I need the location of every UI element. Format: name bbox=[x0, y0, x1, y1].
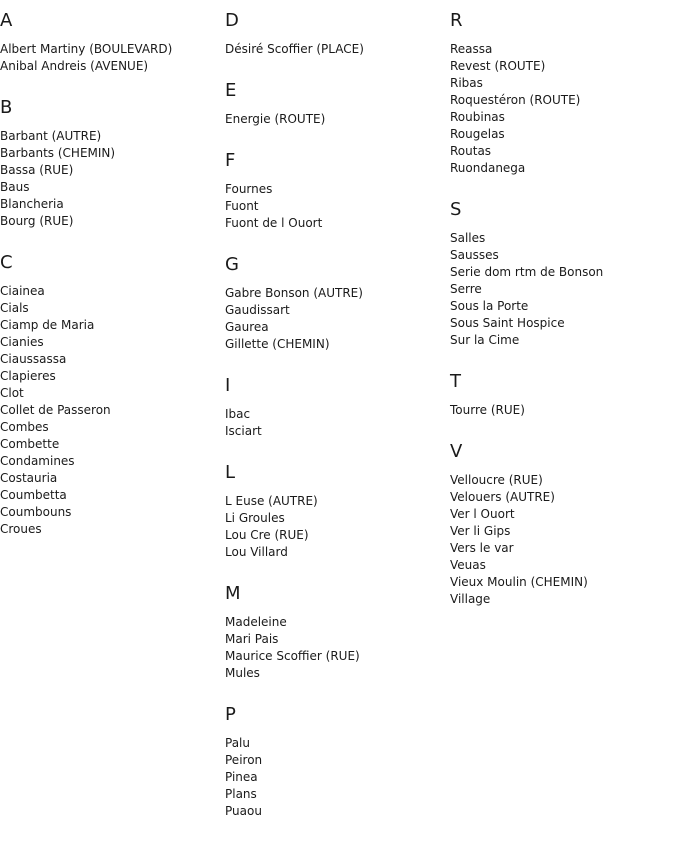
street-link-ibac[interactable]: Ibac bbox=[225, 407, 251, 421]
street-link-sous-la-porte[interactable]: Sous la Porte bbox=[450, 299, 529, 313]
street-link-coumbetta[interactable]: Coumbetta bbox=[0, 488, 67, 502]
street-link-routas[interactable]: Routas bbox=[450, 144, 492, 158]
street-link-mari-pais[interactable]: Mari Pais bbox=[225, 632, 279, 646]
street-link-maurice-scoffier-rue[interactable]: Maurice Scoffier (RUE) bbox=[225, 649, 360, 663]
street-link-vieux-moulin-chemin[interactable]: Vieux Moulin (CHEMIN) bbox=[450, 575, 588, 589]
street-link-ruondanega[interactable]: Ruondanega bbox=[450, 161, 526, 175]
street-link-condamines[interactable]: Condamines bbox=[0, 454, 75, 468]
street-link-pinea[interactable]: Pinea bbox=[225, 770, 258, 784]
street-list-p bbox=[225, 735, 450, 820]
street-list-t bbox=[450, 402, 675, 419]
street-link-reassa[interactable]: Reassa bbox=[450, 42, 493, 56]
street-list-g bbox=[225, 285, 450, 353]
street-link-serre[interactable]: Serre bbox=[450, 282, 482, 296]
street-link-velloucre-rue[interactable]: Velloucre (RUE) bbox=[450, 473, 543, 487]
street-link-fuont-de-l-ouort[interactable]: Fuont de l Ouort bbox=[225, 216, 323, 230]
letter-heading-m: M bbox=[225, 583, 241, 604]
street-list-e bbox=[225, 111, 450, 128]
street-list-f bbox=[225, 181, 450, 232]
street-link-croues[interactable]: Croues bbox=[0, 522, 42, 536]
street-list-d bbox=[225, 41, 450, 58]
letter-heading-r: R bbox=[450, 10, 463, 31]
street-link-blancheria[interactable]: Blancheria bbox=[0, 197, 64, 211]
street-link-baus[interactable]: Baus bbox=[0, 180, 30, 194]
street-link-sous-saint-hospice[interactable]: Sous Saint Hospice bbox=[450, 316, 565, 330]
street-link-revest-route[interactable]: Revest (ROUTE) bbox=[450, 59, 546, 73]
street-link-roquesteron-route[interactable]: Roquestéron (ROUTE) bbox=[450, 93, 581, 107]
street-link-combette[interactable]: Combette bbox=[0, 437, 60, 451]
letter-group-s bbox=[450, 199, 675, 349]
street-link-li-groules[interactable]: Li Groules bbox=[225, 511, 285, 525]
letter-heading-f: F bbox=[225, 150, 236, 171]
street-link-cianies[interactable]: Cianies bbox=[0, 335, 44, 349]
street-link-serie-dom-rtm-de-bonson[interactable]: Serie dom rtm de Bonson bbox=[450, 265, 604, 279]
letter-group-b bbox=[0, 97, 225, 230]
letter-heading-i: I bbox=[225, 375, 231, 396]
street-link-ciaussassa[interactable]: Ciaussassa bbox=[0, 352, 67, 366]
street-link-isciart[interactable]: Isciart bbox=[225, 424, 262, 438]
street-link-ver-li-gips[interactable]: Ver li Gips bbox=[450, 524, 511, 538]
street-link-fuont[interactable]: Fuont bbox=[225, 199, 259, 213]
street-link-anibal-andreis-avenue[interactable]: Anibal Andreis (AVENUE) bbox=[0, 59, 149, 73]
letter-group-a bbox=[0, 10, 225, 75]
street-link-collet-de-passeron[interactable]: Collet de Passeron bbox=[0, 403, 111, 417]
street-link-lou-cre-rue[interactable]: Lou Cre (RUE) bbox=[225, 528, 309, 542]
letter-heading-g: G bbox=[225, 254, 239, 275]
letter-heading-e: E bbox=[225, 80, 237, 101]
street-link-puaou[interactable]: Puaou bbox=[225, 804, 262, 818]
letter-group-e bbox=[225, 80, 450, 128]
street-link-sur-la-cime[interactable]: Sur la Cime bbox=[450, 333, 520, 347]
street-list-v bbox=[450, 472, 675, 608]
letter-group-f bbox=[225, 150, 450, 232]
index-column-3 bbox=[450, 10, 675, 630]
letter-heading-v: V bbox=[450, 441, 463, 462]
letter-heading-b: B bbox=[0, 97, 13, 118]
street-list-s bbox=[450, 230, 675, 349]
letter-group-r bbox=[450, 10, 675, 177]
street-list-i bbox=[225, 406, 450, 440]
street-link-bourg-rue[interactable]: Bourg (RUE) bbox=[0, 214, 74, 228]
street-link-costauria[interactable]: Costauria bbox=[0, 471, 58, 485]
street-link-sausses[interactable]: Sausses bbox=[450, 248, 499, 262]
street-list-b bbox=[0, 128, 225, 230]
letter-group-i bbox=[225, 375, 450, 440]
street-list-r bbox=[450, 41, 675, 177]
street-link-bassa-rue[interactable]: Bassa (RUE) bbox=[0, 163, 74, 177]
street-link-energie-route[interactable]: Energie (ROUTE) bbox=[225, 112, 326, 126]
letter-heading-s: S bbox=[450, 199, 462, 220]
letter-group-c bbox=[0, 252, 225, 538]
street-link-mules[interactable]: Mules bbox=[225, 666, 260, 680]
street-link-gaurea[interactable]: Gaurea bbox=[225, 320, 269, 334]
street-link-ribas[interactable]: Ribas bbox=[450, 76, 483, 90]
street-link-cials[interactable]: Cials bbox=[0, 301, 29, 315]
street-link-vers-le-var[interactable]: Vers le var bbox=[450, 541, 514, 555]
street-link-ciamp-de-maria[interactable]: Ciamp de Maria bbox=[0, 318, 95, 332]
letter-heading-a: A bbox=[0, 10, 13, 31]
index-column-1 bbox=[0, 10, 225, 560]
street-link-albert-martiny-boulevard[interactable]: Albert Martiny (BOULEVARD) bbox=[0, 42, 173, 56]
street-link-tourre-rue[interactable]: Tourre (RUE) bbox=[450, 403, 525, 417]
street-link-madeleine[interactable]: Madeleine bbox=[225, 615, 287, 629]
letter-group-p bbox=[225, 704, 450, 820]
street-link-barbants-chemin[interactable]: Barbants (CHEMIN) bbox=[0, 146, 116, 160]
street-link-coumbouns[interactable]: Coumbouns bbox=[0, 505, 72, 519]
street-list-a bbox=[0, 41, 225, 75]
street-link-velouers-autre[interactable]: Velouers (AUTRE) bbox=[450, 490, 555, 504]
street-link-gabre-bonson-autre[interactable]: Gabre Bonson (AUTRE) bbox=[225, 286, 363, 300]
street-link-fournes[interactable]: Fournes bbox=[225, 182, 273, 196]
street-link-peiron[interactable]: Peiron bbox=[225, 753, 263, 767]
letter-group-t bbox=[450, 371, 675, 419]
street-link-palu[interactable]: Palu bbox=[225, 736, 250, 750]
street-link-village[interactable]: Village bbox=[450, 592, 491, 606]
street-list-c bbox=[0, 283, 225, 538]
street-link-gillette-chemin[interactable]: Gillette (CHEMIN) bbox=[225, 337, 330, 351]
street-link-salles[interactable]: Salles bbox=[450, 231, 486, 245]
street-link-clot[interactable]: Clot bbox=[0, 386, 24, 400]
street-link-ver-l-ouort[interactable]: Ver l Ouort bbox=[450, 507, 515, 521]
street-link-veuas[interactable]: Veuas bbox=[450, 558, 486, 572]
street-link-gaudissart[interactable]: Gaudissart bbox=[225, 303, 290, 317]
street-link-desire-scoffier-place[interactable]: Désiré Scoffier (PLACE) bbox=[225, 42, 364, 56]
letter-heading-l: L bbox=[225, 462, 236, 483]
index-column-2 bbox=[225, 10, 450, 842]
street-link-plans[interactable]: Plans bbox=[225, 787, 257, 801]
letter-group-d bbox=[225, 10, 450, 58]
street-link-combes[interactable]: Combes bbox=[0, 420, 49, 434]
street-link-ciainea[interactable]: Ciainea bbox=[0, 284, 45, 298]
letter-group-v bbox=[450, 441, 675, 608]
letter-heading-p: P bbox=[225, 704, 236, 725]
street-link-lou-villard[interactable]: Lou Villard bbox=[225, 545, 288, 559]
street-link-roubinas[interactable]: Roubinas bbox=[450, 110, 505, 124]
street-link-rougelas[interactable]: Rougelas bbox=[450, 127, 505, 141]
letter-group-m bbox=[225, 583, 450, 682]
letter-heading-d: D bbox=[225, 10, 239, 31]
letter-group-g bbox=[225, 254, 450, 353]
street-link-barbant-autre[interactable]: Barbant (AUTRE) bbox=[0, 129, 102, 143]
letter-heading-c: C bbox=[0, 252, 13, 273]
street-link-clapieres[interactable]: Clapieres bbox=[0, 369, 56, 383]
street-list-l bbox=[225, 493, 450, 561]
letter-heading-t: T bbox=[450, 371, 461, 392]
letter-group-l bbox=[225, 462, 450, 561]
street-list-m bbox=[225, 614, 450, 682]
street-link-l-euse-autre[interactable]: L Euse (AUTRE) bbox=[225, 494, 318, 508]
